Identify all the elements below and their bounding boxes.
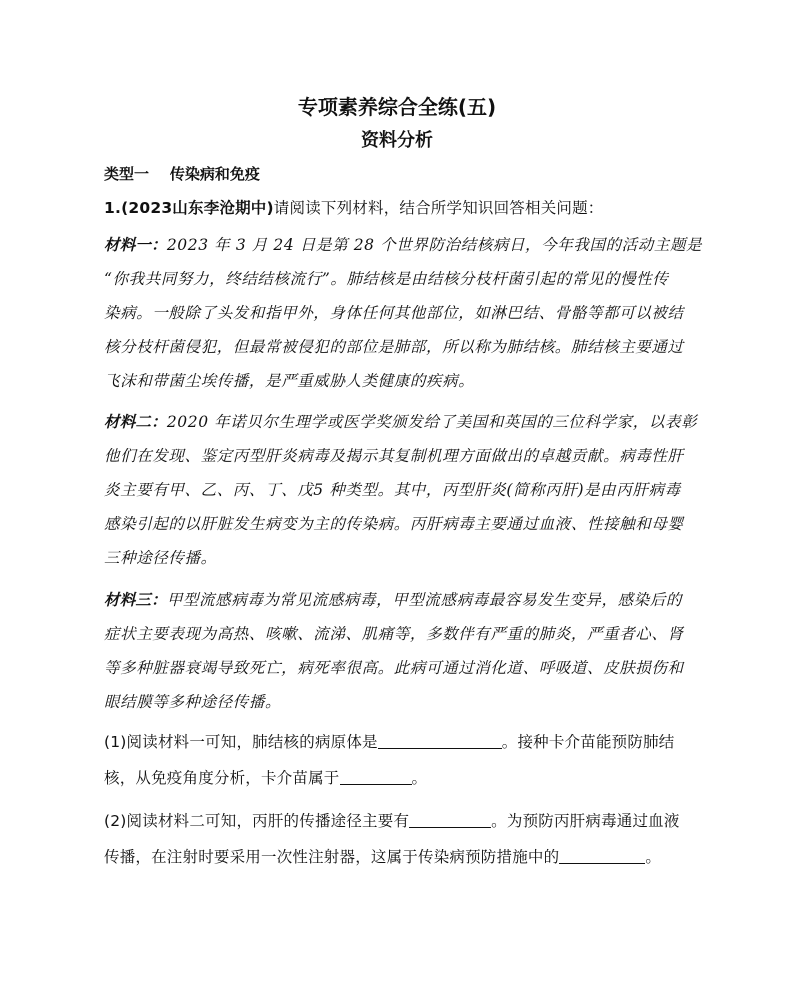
question-1-line-2: 核，从免疫角度分析，卡介苗属于 。 [104,769,428,787]
material-3-line-3: 等多种脏器衰竭导致死亡，病死率很高。此病可通过消化道、呼吸道、皮肤损伤和 [104,659,684,677]
material-3-line-1: 材料三：甲型流感病毒为常见流感病毒，甲型流感病毒最容易发生变异，感染后的 [104,591,683,609]
question-1-line-1: (1)阅读材料一可知，肺结核的病原体是 。接种卡介苗能预防肺结 [104,733,675,751]
material-3-line-2: 症状主要表现为高热、咳嗽、流涕、肌痛等，多数伴有严重的肺炎，严重者心、肾 [104,625,684,643]
question-2-line-2: 传播，在注射时要采用一次性注射器，这属于传染病预防措施中的 。 [104,848,662,866]
material-2-line-2: 他们在发现、鉴定丙型肝炎病毒及揭示其复制机理方面做出的卓越贡献。病毒性肝 [104,447,684,465]
material-1-line-5: 飞沫和带菌尘埃传播，是严重威胁人类健康的疾病。 [104,372,475,390]
question-2-line-1: (2)阅读材料二可知，丙肝的传播途径主要有 。为预防丙肝病毒通过血液 [104,812,680,830]
answer-blank-4[interactable] [559,847,645,864]
page-title: 专项素养综合全练(五) [297,95,497,119]
answer-blank-2[interactable] [340,768,412,785]
material-1-line-3: 染病。一般除了头发和指甲外，身体任何其他部位，如淋巴结、骨骼等都可以被结 [104,304,684,322]
material-3-label: 材料三： [104,591,167,609]
material-1-label: 材料一： [104,236,167,254]
material-1-line-2: “你我共同努力，终结结核流行”。肺结核是由结核分枝杆菌引起的常见的慢性传 [104,270,669,288]
question-source: (2023山东李沧期中) [121,199,274,217]
material-2-label: 材料二： [104,413,167,431]
answer-blank-3[interactable] [409,811,491,828]
material-1-line-4: 核分枝杆菌侵犯，但最常被侵犯的部位是肺部，所以称为肺结核。肺结核主要通过 [104,338,684,356]
question-intro [104,197,694,219]
material-2-line-1: 材料二：2020 年诺贝尔生理学或医学奖颁发给了美国和英国的三位科学家，以表彰 [104,413,698,431]
material-1-line-1: 材料一：2023 年 3 月 24 日是第 28 个世界防治结核病日，今年我国的活动主题是 [104,236,703,254]
material-2-line-4: 感染引起的以肝脏发生病变为主的传染病。丙肝病毒主要通过血液、性接触和母婴 [104,515,684,533]
section-heading: 类型一 传染病和免疫 [104,165,260,183]
question-prompt: 请阅读下列材料，结合所学知识回答相关问题： [273,199,604,217]
material-2-line-3: 炎主要有甲、乙、丙、丁、戊5 种类型。其中，丙型肝炎(简称丙肝)是由丙肝病毒 [104,481,681,499]
material-3-line-4: 眼结膜等多种途径传播。 [104,693,282,711]
answer-blank-1[interactable] [378,732,502,749]
question-number: 1. [104,199,122,217]
material-2-line-5: 三种途径传播。 [104,549,217,567]
page-subtitle: 资料分析 [361,130,433,151]
